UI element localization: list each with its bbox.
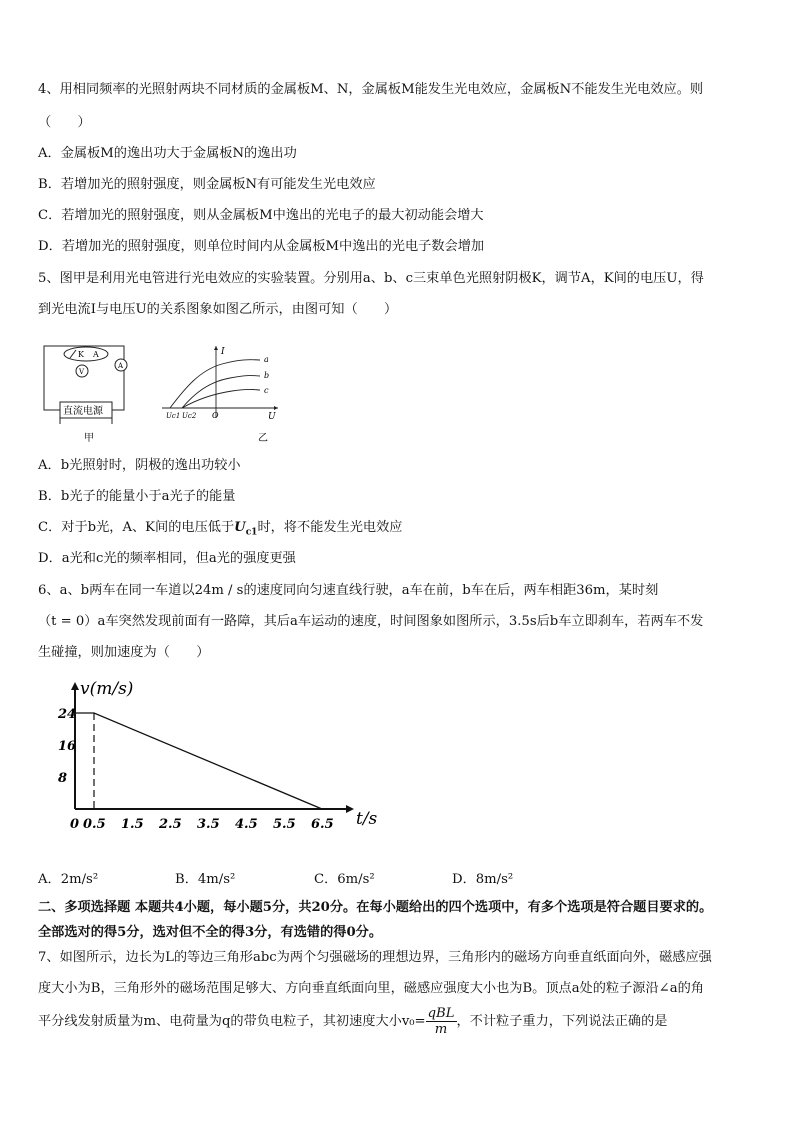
x-tick-label: 6.5 (311, 817, 334, 832)
x-tick-label: 2.5 (159, 817, 182, 832)
y-axis-arrow (71, 682, 79, 690)
q5-stem-line1: 5、图甲是利用光电管进行光电效应的实验装置。分别用a、b、c三束单色光照射阴极K，调节A，K间的电压U，得 (38, 271, 704, 286)
power-supply-label: 直流电源 (63, 406, 103, 417)
uc2-label: Uc2 (182, 412, 197, 420)
chart-ylabel: v(m/s) (80, 679, 134, 699)
q5-figure-circuit (38, 338, 138, 448)
curve-c-label: c (264, 386, 269, 395)
chart-xlabel: t/s (356, 809, 378, 829)
x-tick-label: 4.5 (235, 817, 258, 832)
q7-stem-line1: 7、如图所示，边长为L的等边三角形abc为两个匀强磁场的理想边界，三角形内的磁场方向垂直纸面向外，磁感应强 (38, 950, 712, 965)
q7-stem-line2: 度大小为B，三角形外的磁场范围足够大、方向垂直纸面向里，磁感应强度大小也为B。顶点a处的粒子源沿∠a的角 (38, 981, 704, 996)
curve-b-label: b (264, 371, 270, 380)
y-tick-label: 8 (58, 771, 68, 786)
x-tick-label: 1.5 (121, 817, 144, 832)
q5-figure-iu-graph (160, 338, 290, 448)
q5-stem-line2: 到光电流I与电压U的关系图象如图乙所示，由图可知（ ） (38, 302, 398, 317)
q6-vt-chart (50, 674, 400, 834)
q4-option-a: A．金属板M的逸出功大于金属板N的逸出功 (38, 146, 297, 161)
graph-i-label: I (221, 347, 225, 357)
q5-option-b: B．b光子的能量小于a光子的能量 (38, 489, 236, 504)
q4-stem-line2: （ ） (38, 115, 91, 130)
velocity-line (75, 713, 322, 809)
origin-label: O (212, 411, 219, 420)
graph-u-label: U (268, 412, 276, 422)
q7-velocity-fraction: $\frac{\text{qBL}}{m}$ (427, 1006, 455, 1037)
x-tick-label: 5.5 (273, 817, 296, 832)
q6-stem-line3: 生碰撞，则加速度为（ ） (38, 645, 210, 660)
q6-stem-line1: 6、a、b两车在同一车道以24m / s的速度同向匀速直线行驶，a车在前，b车在后，两车相距36m，某时刻 (38, 583, 659, 598)
x-tick-label: 0.5 (83, 817, 106, 832)
figure-yi-caption: 乙 (258, 433, 268, 444)
figure-jia-caption: 甲 (84, 433, 94, 444)
q4-stem-line1: 4、用相同频率的光照射两块不同材质的金属板M、N，金属板M能发生光电效应，金属板N不能发生光电效应。则 (38, 82, 704, 97)
uc1-label: Uc1 (166, 412, 181, 420)
q4-option-c: C．若增加光的照射强度，则从金属板M中逸出的光电子的最大初动能会增大 (38, 208, 484, 223)
q4-option-d: D．若增加光的照射强度，则单位时间内从金属板M中逸出的光电子数会增加 (38, 239, 485, 254)
y-tick-label: 16 (58, 739, 77, 754)
q7-stem-line3: 平分线发射质量为m、电荷量为q的带负电粒子，其初速度大小v₀= $\frac{\text{qBL}}{m}$ ，不计粒子重力，下列说法正确的是 (38, 1006, 668, 1037)
ammeter-label: A (118, 362, 124, 370)
x-tick-label: 3.5 (197, 817, 220, 832)
q5-option-c: C．对于b光，A、K间的电压低于$U_{c1}$时，将不能发生光电效应 (38, 520, 403, 538)
circuit-a-tube-label: A (93, 350, 99, 359)
q5-option-d: D．a光和c光的频率相同，但a光的强度更强 (38, 551, 296, 566)
q4-option-b: B．若增加光的照射强度，则金属板N有可能发生光电效应 (38, 177, 376, 192)
q6-option-d: D．8m/s² (452, 872, 514, 887)
section2-heading-line1: 二、多项选择题 本题共4小题，每小题5分，共20分。在每小题给出的四个选项中，有多个选项是符合题目要求的。 (38, 900, 713, 915)
voltmeter-label: V (79, 368, 85, 376)
section2-heading-line2: 全部选对的得5分，选对但不全的得3分，有选错的得0分。 (38, 925, 383, 940)
q6-option-c: C．6m/s² (314, 872, 375, 887)
q6-option-a: A．2m/s² (38, 872, 99, 887)
y-tick-label: 24 (58, 707, 77, 722)
circuit-k-label: K (78, 350, 84, 359)
q6-option-b: B．4m/s² (175, 872, 236, 887)
x-tick-label: 0 (70, 817, 80, 832)
curve-a-label: a (264, 355, 269, 364)
q6-stem-line2: （t = 0）a车突然发现前面有一路障，其后a车运动的速度，时间图象如图所示，3.5s后b车立即刹车，若两车不发 (38, 614, 704, 629)
x-axis-arrow (346, 805, 354, 813)
q5-option-a: A．b光照射时，阴极的逸出功较小 (38, 458, 241, 473)
